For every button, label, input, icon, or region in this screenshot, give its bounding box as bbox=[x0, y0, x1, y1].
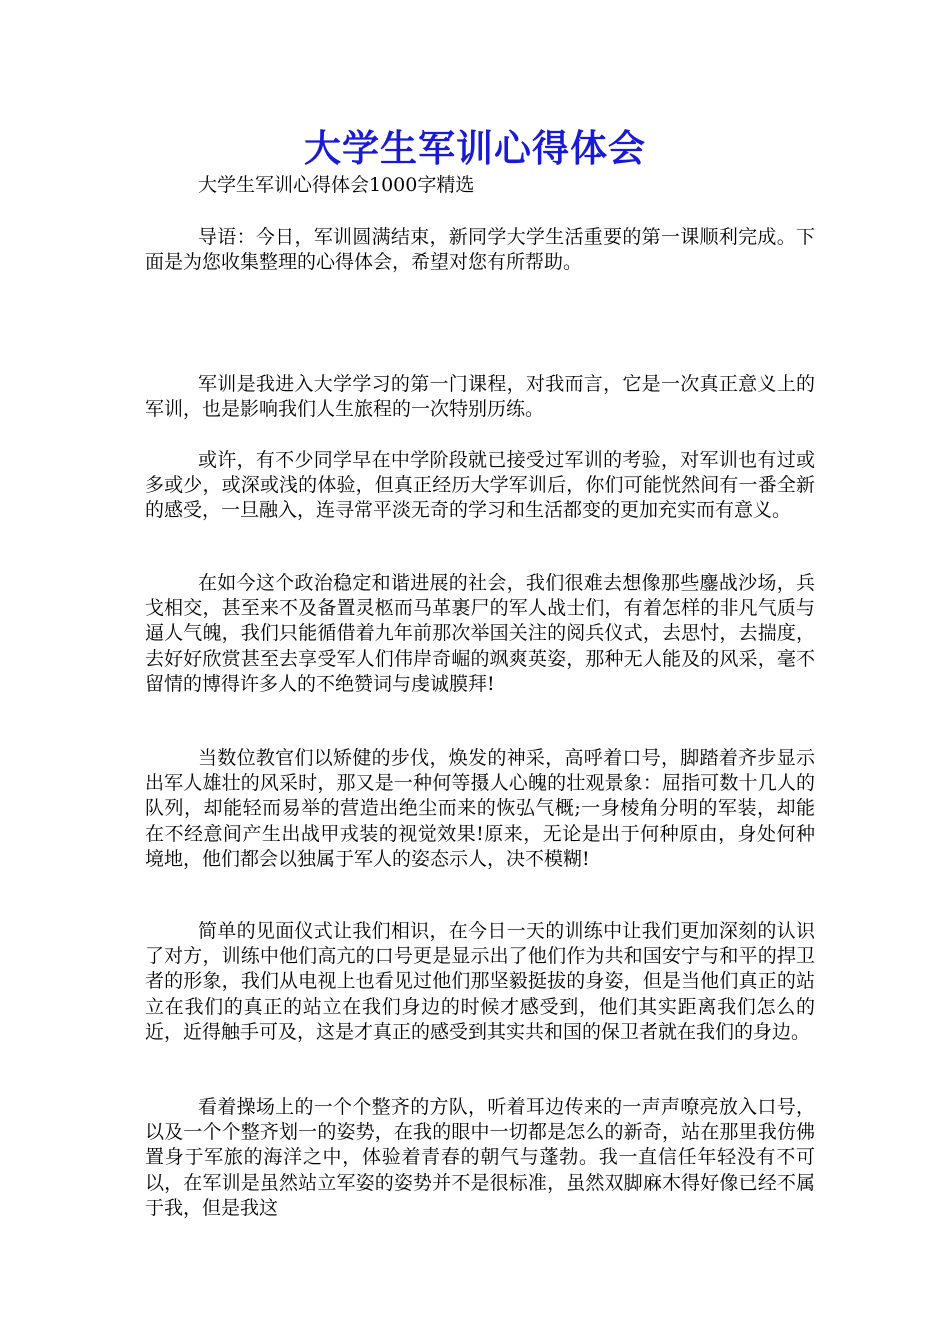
body-paragraph: 在如今这个政治稳定和谐进展的社会，我们很难去想像那些鏖战沙场，兵戈相交，甚至来不及备置灵柩而马革裹尸的军人战士们，有着怎样的非凡气质与逼人气魄，我们只能循借着九年前那次举国关注的阅兵仪式，去思忖，去揣度，去好好欣赏甚至去享受军人们伟岸奇崛的飒爽英姿，那种无人能及的风采，毫不留情的博得许多人的不绝赞词与虔诚膜拜! bbox=[145, 572, 815, 695]
body-paragraph: 军训是我进入大学学习的第一门课程，对我而言，它是一次真正意义上的军训，也是影响我们人生旅程的一次特别历练。 bbox=[145, 373, 815, 421]
document-subtitle: 大学生军训心得体会1000字精选 bbox=[198, 174, 475, 196]
intro-paragraph: 导语：今日，军训圆满结束，新同学大学生活重要的第一课顺利完成。下面是为您收集整理的心得体会，希望对您有所帮助。 bbox=[145, 226, 815, 274]
document-title: 大学生军训心得体会 bbox=[304, 127, 646, 170]
body-paragraph: 或许，有不少同学早在中学阶段就已接受过军训的考验，对军训也有过或多或少，或深或浅的体验，但真正经历大学军训后，你们可能恍然间有一番全新的感受，一旦融入，连寻常平淡无奇的学习和生活都变的更加充实而有意义。 bbox=[145, 449, 815, 522]
body-paragraph: 简单的见面仪式让我们相识，在今日一天的训练中让我们更加深刻的认识了对方，训练中他们高亢的口号更是显示出了他们作为共和国安宁与和平的捍卫者的形象，我们从电视上也看见过他们那坚毅挺拔的身姿，但是当他们真正的站立在我们的真正的站立在我们身边的时候才感受到，他们其实距离我们怎么的近，近得触手可及，这是才真正的感受到其实共和国的保卫者就在我们的身边。 bbox=[145, 920, 815, 1043]
body-paragraph: 当数位教官们以矫健的步伐，焕发的神采，高呼着口号，脚踏着齐步显示出军人雄壮的风采时，那又是一种何等摄人心魄的壮观景象：屈指可数十几人的队列，却能轻而易举的营造出绝尘而来的恢弘气概;一身棱角分明的军装，却能在不经意间产生出战甲戎装的视觉效果!原来，无论是出于何种原由，身处何种境地，他们都会以独属于军人的姿态示人，决不模糊! bbox=[145, 747, 815, 870]
body-paragraph: 看着操场上的一个个整齐的方队，听着耳边传来的一声声嘹亮放入口号，以及一个个整齐划一的姿势，在我的眼中一切都是怎么的新奇，站在那里我仿佛置身于军旅的海洋之中，体验着青春的朝气与蓬勃。我一直信任年轻没有不可以，在军训是虽然站立军姿的姿势并不是很标准，虽然双脚麻木得好像已经不属于我，但是我这 bbox=[145, 1096, 815, 1219]
